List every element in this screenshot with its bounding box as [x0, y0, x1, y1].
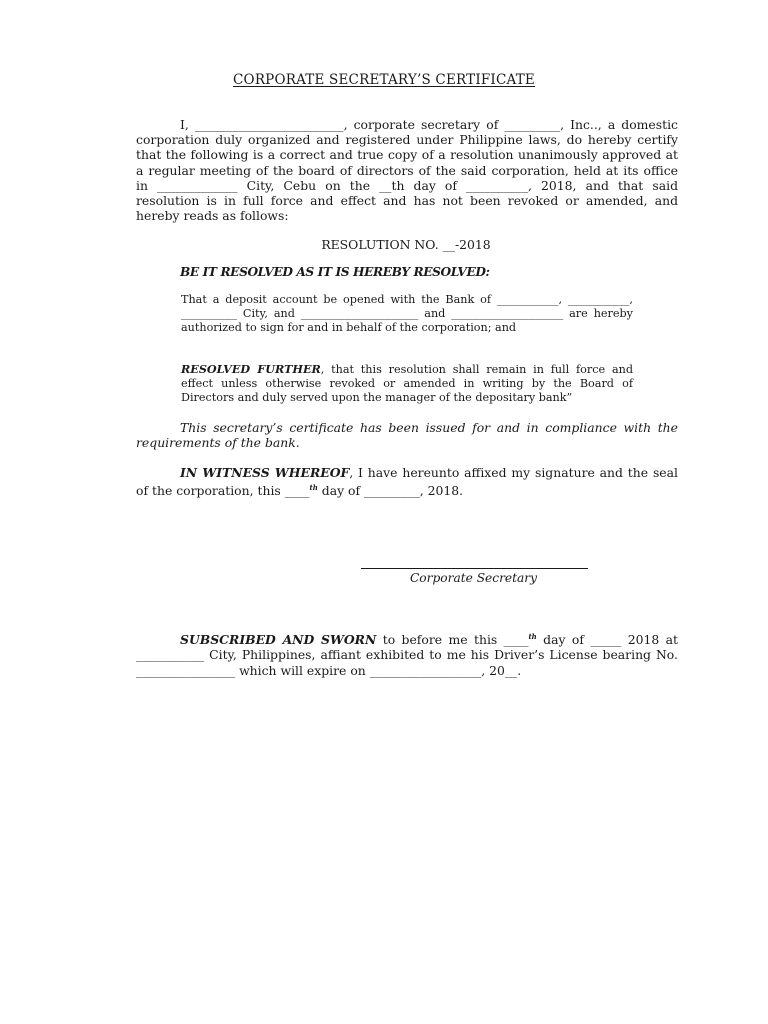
jurat-paragraph	[136, 629, 678, 678]
certification-paragraph: I, ________________________, corporate secretary of _________, Inc.., a domestic corporation duly organized and registered under Philippine laws, do hereby certify that the following is a correct and true copy of a resolution unanimously approved at a regular meeting of the board of directors of the said corporation, held at its office in _____________ City, Cebu on the __th day of __________, 2018, and that said resolution is in full force and effect and has not been revoked or amended, and hereby reads as follows:	[136, 117, 678, 224]
sworn-label: SUBSCRIBED AND SWORN	[180, 632, 377, 648]
compliance-paragraph	[136, 420, 678, 450]
witness-date-text: day of _________, 2018.	[317, 483, 464, 499]
sworn-text: to before me this ____	[376, 632, 529, 648]
witness-text: , I have hereunto affixed my signature and the seal of the corporation, this ____	[136, 465, 678, 499]
sworn-details-text: day of _____ 2018 at ___________ City, Philippines, affiant exhibited to me his Driver’s License bearing No. ________________ which will expire on __________________, 20__.	[136, 632, 679, 678]
resolved-further-text: , that this resolution shall remain in full force and effect unless otherwise revoked or amended in writing by the Board of Directors and duly served upon the manager of the depositary bank”	[181, 363, 633, 404]
signature-line	[361, 568, 588, 569]
resolved-further-label: RESOLVED FURTHER	[181, 362, 321, 376]
document-title: CORPORATE SECRETARY’S CERTIFICATE	[233, 72, 535, 88]
resolved-further-paragraph	[181, 362, 633, 405]
witness-ordinal: th	[309, 483, 318, 493]
resolution-body: That a deposit account be opened with the Bank of ___________, ___________, __________ City, and _____________________ and ____________________ are hereby authorized to sign for and in behalf of the corporation; and	[181, 293, 633, 334]
resolution-number: RESOLUTION NO. __-2018	[321, 237, 491, 252]
witness-paragraph	[136, 465, 678, 499]
resolved-heading: BE IT RESOLVED AS IT IS HEREBY RESOLVED:	[180, 265, 490, 279]
compliance-text: This secretary’s certificate has been issued for and in compliance with the requirements of the bank.	[136, 420, 678, 451]
sworn-ordinal: th	[528, 632, 537, 641]
signature-caption: Corporate Secretary	[409, 571, 537, 585]
witness-label: IN WITNESS WHEREOF	[180, 465, 350, 480]
